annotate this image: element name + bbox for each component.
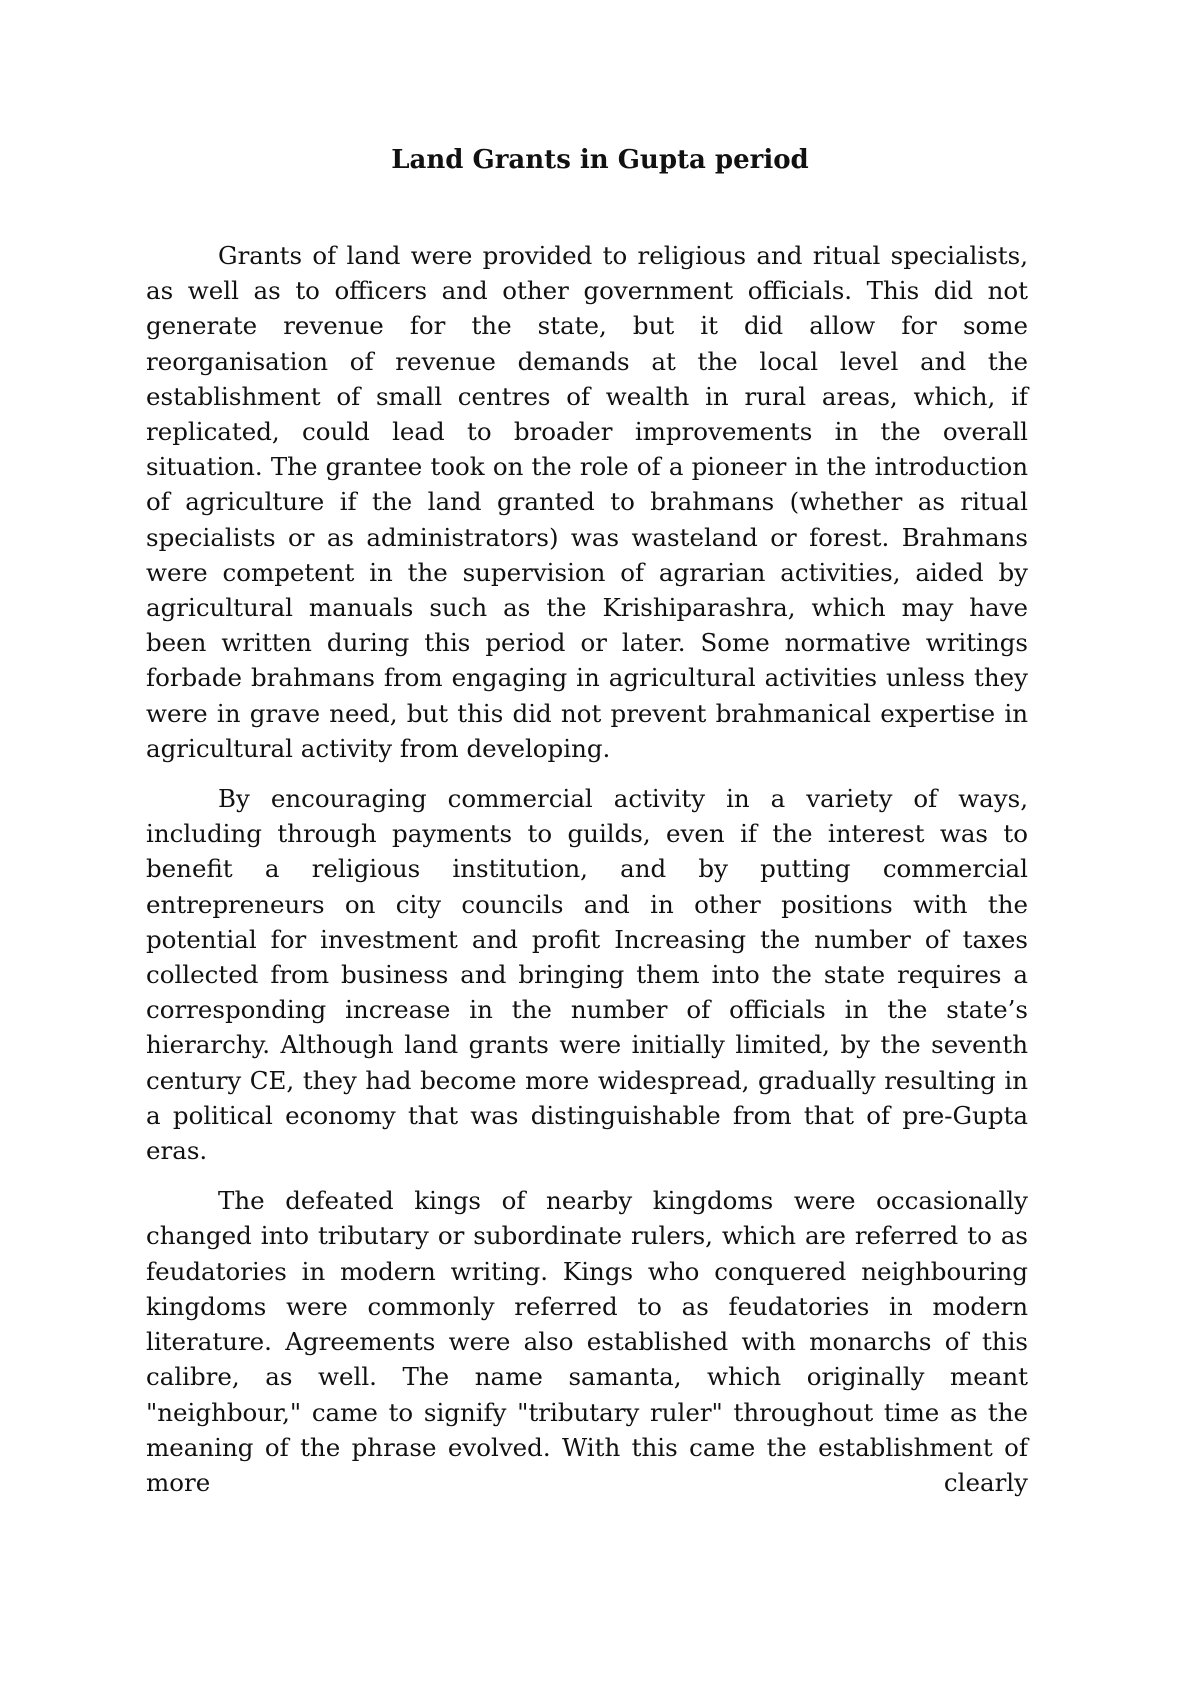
document-body	[146, 238, 1028, 1515]
document-title: Land Grants in Gupta period	[391, 145, 809, 175]
paragraph-land-grants: Grants of land were provided to religious and ritual specialists, as well as to officers and other government officials. This did not generate revenue for the state, but it did allow for some reorganisation of revenue demands at the local level and the establishment of small centres of wealth in rural areas, which, if replicated, could lead to broader improvements in the overall situation. The grantee took on the role of a pioneer in the introduction of agriculture if the land granted to brahmans (whether as ritual specialists or as administrators) was wasteland or forest. Brahmans were competent in the supervision of agrarian activities, aided by agricultural manuals such as the Krishiparashra, which may have been written during this period or later. Some normative writings forbade brahmans from engaging in agricultural activities unless they were in grave need, but this did not prevent brahmanical expertise in agricultural activity from developing.	[146, 241, 1028, 763]
paragraph-feudatories: The defeated kings of nearby kingdoms were occasionally changed into tributary or subordinate rulers, which are referred to as feudatories in modern writing. Kings who conquered neighbouring kingdoms were commonly referred to as feudatories in modern literature. Agreements were also established with monarchs of this calibre, as well. The name samanta, which originally meant "neighbour," came to signify "tributary ruler" throughout time as the meaning of the phrase evolved. With this came the establishment of more clearly	[146, 1186, 1028, 1497]
paragraph-commercial-activity: By encouraging commercial activity in a variety of ways, including through payments to guilds, even if the interest was to benefit a religious institution, and by putting commercial entrepreneurs on city councils and in other positions with the potential for investment and profit Increasing the number of taxes collected from business and bringing them into the state requires a corresponding increase in the number of officials in the state’s hierarchy. Although land grants were initially limited, by the seventh century CE, they had become more widespread, gradually resulting in a political economy that was distinguishable from that of pre-Gupta eras.	[146, 784, 1028, 1166]
